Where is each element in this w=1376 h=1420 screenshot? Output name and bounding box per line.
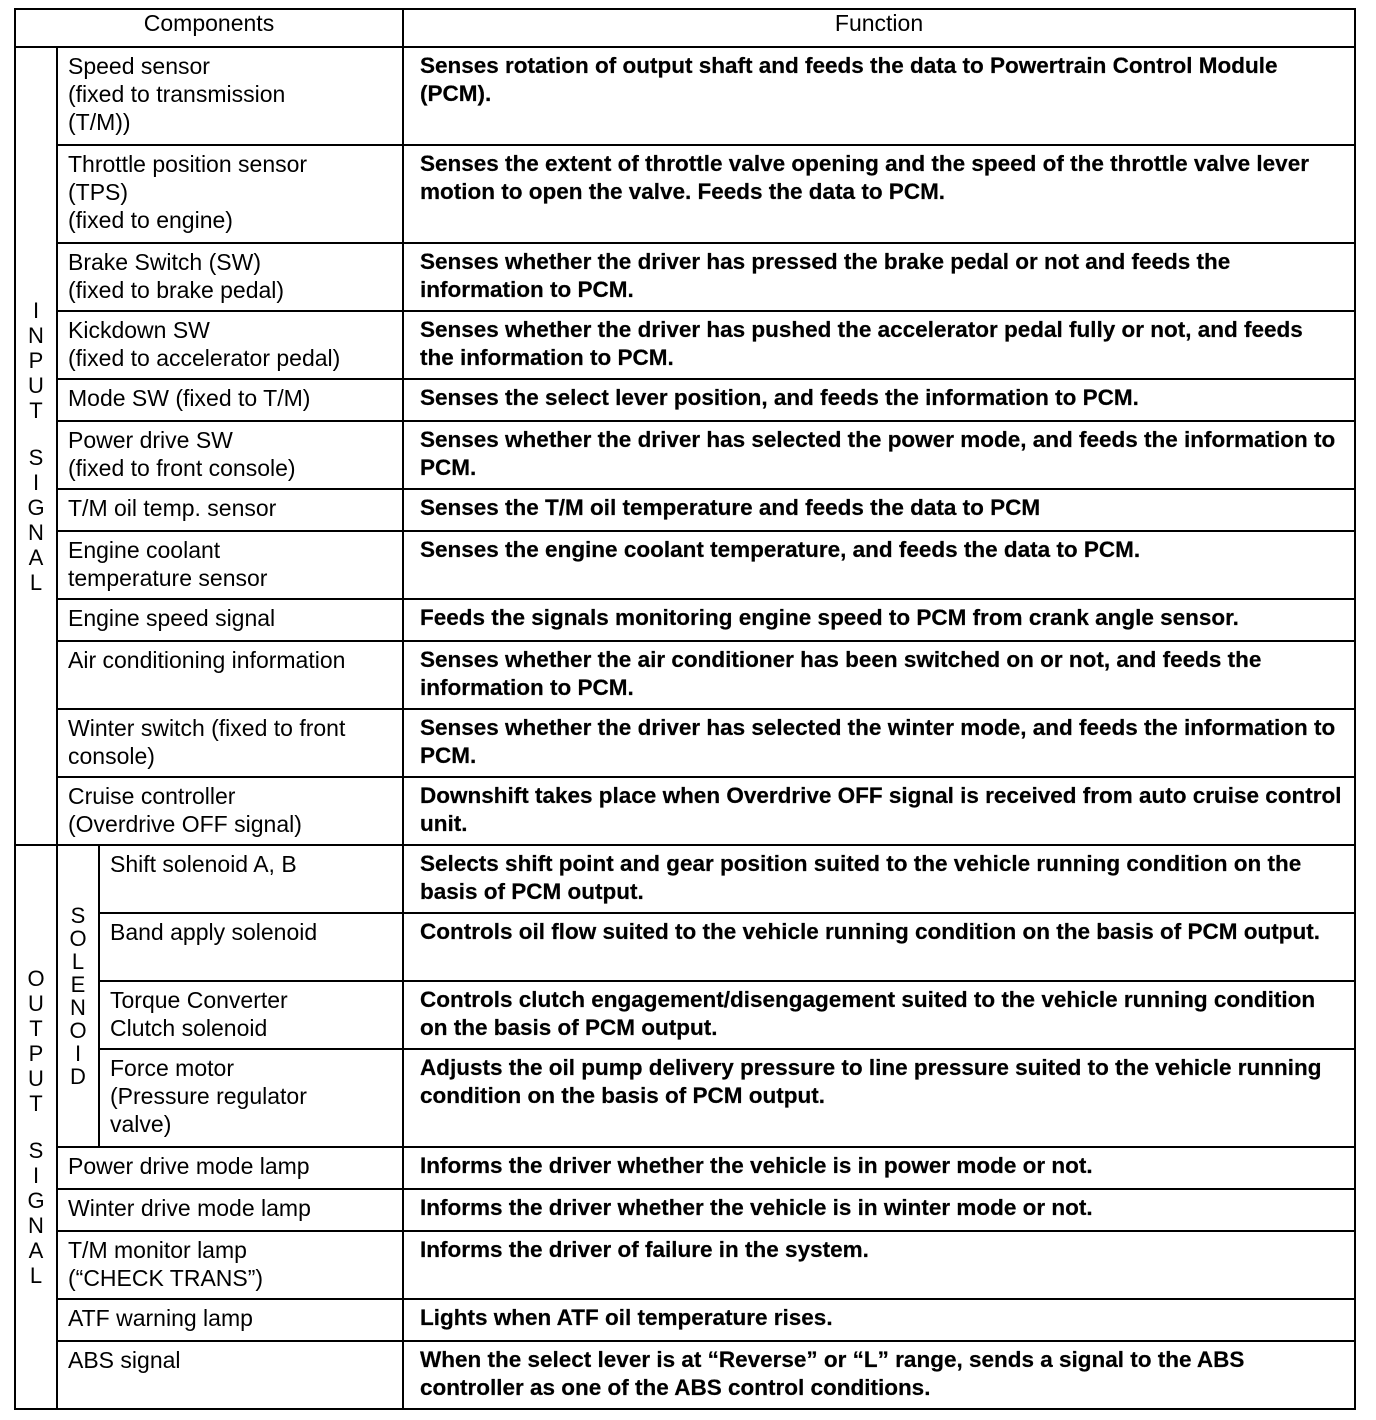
component-line: (“CHECK TRANS”): [68, 1265, 264, 1291]
component-line: T/M monitor lamp: [68, 1237, 247, 1263]
output-signal-label-letter: P: [28, 1041, 44, 1066]
function-header: Function: [403, 9, 1355, 47]
component-line: Force motor: [110, 1055, 234, 1081]
table-row: [15, 1189, 1355, 1231]
function-cell: Downshift takes place when Overdrive OFF signal is received from auto cruise control unit.: [403, 777, 1355, 845]
component-cell: [57, 243, 403, 311]
table-row: [15, 1147, 1355, 1189]
component-line: (fixed to brake pedal): [68, 277, 285, 303]
table-row: [15, 421, 1355, 489]
function-cell: Selects shift point and gear position suited to the vehicle running condition on the basis of PCM output.: [403, 845, 1355, 913]
table-row: [15, 379, 1355, 421]
component-line: (Overdrive OFF signal): [68, 811, 302, 837]
function-cell: Senses the select lever position, and feeds the information to PCM.: [403, 379, 1355, 421]
function-cell: Feeds the signals monitoring engine speed to PCM from crank angle sensor.: [403, 599, 1355, 641]
component-cell: [57, 531, 403, 599]
solenoid-label-letter: I: [74, 1041, 82, 1066]
component-line: temperature sensor: [68, 565, 268, 591]
table-row: [15, 845, 1355, 913]
input-signal-label-letter: I: [32, 469, 40, 495]
component-cell: [57, 1189, 403, 1231]
component-cell: [57, 1341, 403, 1409]
function-cell: Controls clutch engagement/disengagement suited to the vehicle running condition on the basis of PCM output.: [403, 981, 1355, 1049]
table-row: [15, 709, 1355, 777]
component-line: Band apply solenoid: [110, 919, 318, 945]
table-row: [15, 1049, 1355, 1147]
input-signal-label: [15, 47, 57, 845]
output-signal-label-letter: U: [28, 991, 44, 1016]
solenoid-label: [57, 845, 99, 1147]
input-signal-label-letter: P: [28, 347, 44, 373]
component-line: Shift solenoid A, B: [110, 851, 297, 877]
component-line: (Pressure regulator: [110, 1083, 307, 1109]
solenoid-label-letter: E: [70, 972, 86, 997]
component-line: ATF warning lamp: [68, 1305, 253, 1331]
document: [14, 8, 1356, 1410]
function-cell: Lights when ATF oil temperature rises.: [403, 1299, 1355, 1341]
input-signal-label-letter: A: [28, 544, 44, 570]
solenoid-label-letter: N: [70, 995, 86, 1020]
solenoid-label-letter: L: [71, 949, 85, 974]
input-signal-label-letter: U: [28, 372, 44, 398]
solenoid-label-letter: D: [70, 1064, 86, 1089]
component-cell: [57, 1147, 403, 1189]
component-cell: [57, 311, 403, 379]
table-row: [15, 1299, 1355, 1341]
table-row: [15, 641, 1355, 709]
input-signal-label-letter: S: [28, 444, 44, 470]
component-line: ABS signal: [68, 1347, 181, 1373]
component-cell: [57, 1231, 403, 1299]
component-line: Torque Converter: [110, 987, 288, 1013]
input-signal-label-letter: T: [29, 397, 43, 423]
component-cell: [57, 47, 403, 145]
output-signal-label-letter: L: [29, 1263, 43, 1288]
component-cell: [57, 489, 403, 531]
input-signal-label-letter: N: [28, 519, 44, 545]
component-line: Speed sensor: [68, 53, 210, 79]
component-line: Clutch solenoid: [110, 1015, 268, 1041]
component-cell: [57, 421, 403, 489]
solenoid-label-letter: O: [69, 926, 87, 951]
component-line: Power drive mode lamp: [68, 1153, 310, 1179]
solenoid-label-letter: O: [69, 1018, 87, 1043]
function-cell: When the select lever is at “Reverse” or “L” range, sends a signal to the ABS controller as one of the ABS control conditions.: [403, 1341, 1355, 1409]
component-cell: [99, 981, 403, 1049]
component-line: valve): [110, 1111, 172, 1137]
component-cell: [57, 379, 403, 421]
component-line: (fixed to transmission: [68, 81, 286, 107]
table-row: [15, 311, 1355, 379]
table-row: [15, 981, 1355, 1049]
component-cell: [57, 599, 403, 641]
table-row: [15, 531, 1355, 599]
input-signal-label-letter: L: [29, 569, 43, 595]
table-row: [15, 1341, 1355, 1409]
component-cell: [57, 641, 403, 709]
function-cell: Senses whether the driver has pushed the accelerator pedal fully or not, and feeds the information to PCM.: [403, 311, 1355, 379]
table-row: [15, 913, 1355, 981]
table-row: [15, 47, 1355, 145]
component-line: Winter drive mode lamp: [68, 1195, 311, 1221]
output-signal-label-letter: T: [29, 1016, 43, 1041]
component-cell: [57, 145, 403, 243]
table-row: [15, 599, 1355, 641]
output-signal-label: [15, 845, 57, 1409]
component-cell: [99, 845, 403, 913]
component-line: (fixed to accelerator pedal): [68, 345, 341, 371]
output-signal-label-letter: A: [28, 1238, 44, 1263]
component-line: console): [68, 743, 155, 769]
component-line: Power drive SW: [68, 427, 233, 453]
function-cell: Informs the driver of failure in the system.: [403, 1231, 1355, 1299]
component-line: Engine speed signal: [68, 605, 276, 631]
component-line: (fixed to engine): [68, 207, 233, 233]
component-line: Winter switch (fixed to front: [68, 715, 346, 741]
function-cell: Informs the driver whether the vehicle is in power mode or not.: [403, 1147, 1355, 1189]
function-cell: Senses the T/M oil temperature and feeds the data to PCM: [403, 489, 1355, 531]
function-cell: Senses whether the air conditioner has been switched on or not, and feeds the information to PCM.: [403, 641, 1355, 709]
input-signal-label-letter: G: [27, 494, 45, 520]
header-row: [15, 9, 1355, 47]
component-line: T/M oil temp. sensor: [68, 495, 277, 521]
function-cell: Senses rotation of output shaft and feeds the data to Powertrain Control Module (PCM).: [403, 47, 1355, 145]
component-line: Cruise controller: [68, 783, 236, 809]
output-signal-label-letter: N: [28, 1213, 44, 1238]
component-line: (TPS): [68, 179, 129, 205]
component-line: Kickdown SW: [68, 317, 210, 343]
output-signal-label-letter: S: [28, 1138, 44, 1163]
component-cell: [99, 913, 403, 981]
table-row: [15, 145, 1355, 243]
input-signal-label-letter: N: [28, 322, 44, 348]
component-line: Throttle position sensor: [68, 151, 308, 177]
component-cell: [57, 709, 403, 777]
component-line: Brake Switch (SW): [68, 249, 261, 275]
component-line: (fixed to front console): [68, 455, 296, 481]
table-row: [15, 489, 1355, 531]
output-signal-label-letter: T: [29, 1091, 43, 1116]
component-line: Engine coolant: [68, 537, 221, 563]
output-signal-label-letter: I: [32, 1163, 40, 1188]
component-cell: [99, 1049, 403, 1147]
output-signal-label-letter: U: [28, 1066, 44, 1091]
component-line: (T/M)): [68, 109, 131, 135]
function-cell: Senses whether the driver has selected the power mode, and feeds the information to PCM.: [403, 421, 1355, 489]
table-row: [15, 1231, 1355, 1299]
components-header: Components: [15, 9, 403, 47]
component-line: Mode SW (fixed to T/M): [68, 385, 311, 411]
component-cell: [57, 777, 403, 845]
function-cell: Senses whether the driver has pressed the brake pedal or not and feeds the information to PCM.: [403, 243, 1355, 311]
function-cell: Senses the extent of throttle valve opening and the speed of the throttle valve lever motion to open the valve. Feeds the data to PCM.: [403, 145, 1355, 243]
function-cell: Adjusts the oil pump delivery pressure to line pressure suited to the vehicle running condition on the basis of PCM output.: [403, 1049, 1355, 1147]
output-signal-label-letter: O: [27, 966, 45, 991]
function-cell: Controls oil flow suited to the vehicle running condition on the basis of PCM output.: [403, 913, 1355, 981]
components-table: [14, 8, 1356, 1410]
component-cell: [57, 1299, 403, 1341]
function-cell: Senses whether the driver has selected the winter mode, and feeds the information to PCM.: [403, 709, 1355, 777]
function-cell: Senses the engine coolant temperature, and feeds the data to PCM.: [403, 531, 1355, 599]
table-row: [15, 777, 1355, 845]
solenoid-label-letter: S: [70, 903, 86, 928]
function-cell: Informs the driver whether the vehicle is in winter mode or not.: [403, 1189, 1355, 1231]
input-signal-label-letter: I: [32, 297, 40, 323]
component-line: Air conditioning information: [68, 647, 346, 673]
output-signal-label-letter: G: [27, 1188, 45, 1213]
table-row: [15, 243, 1355, 311]
